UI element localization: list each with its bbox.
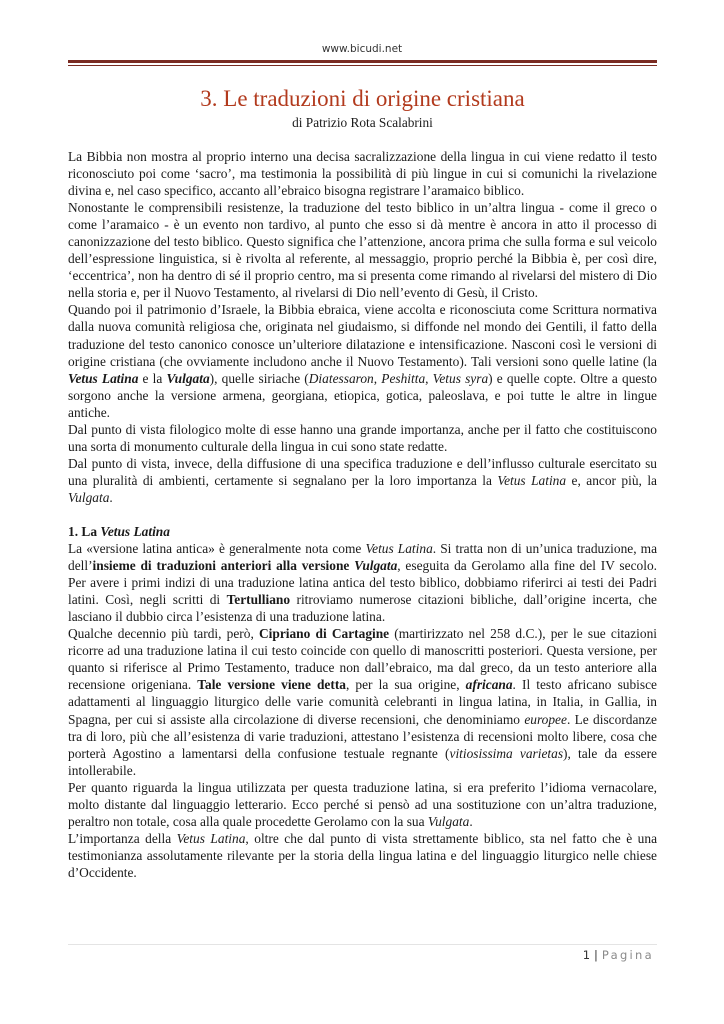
text-run: ), quelle siriache ( xyxy=(209,370,309,386)
paragraph-1: La Bibbia non mostra al proprio interno una decisa sacralizzazione della lingua in cui viene redatto il testo riconosciuto poi come ‘sacro’, ma testimonia la possibilità di più lingue in cui si comunichi la rivelazione divina e, nel caso specifico, accanto all’ebraico bisogna registrare l’aramaico biblico. xyxy=(68,149,657,199)
text-run: Qualche decennio più tardi, però, xyxy=(68,626,259,642)
text-run: . xyxy=(469,813,473,829)
header-rule xyxy=(68,60,657,63)
paragraph-3 xyxy=(68,301,657,420)
text-run: e la xyxy=(138,370,167,386)
text-run: (martirizzato nel 258 d.C.), per le sue citazioni ricorre ad una traduzione latina il cui testo coincide con quello di manoscritti posteriori. Questa versione, per quanto si riferisce al Primo Testamento, traduce non dall’ebraico, ma dal greco, da un testo anteriore alla recensione origeniana. xyxy=(68,626,657,693)
section-heading-term: Vetus Latina xyxy=(100,523,170,539)
paragraph-5 xyxy=(68,455,657,506)
text-run: ) e quelle copte. Oltre a questo sorgono anche la versione armena, georgiana, etiopica, gotica, paleoslava, e poi tutte le altre in lingue antiche. xyxy=(68,370,657,420)
text-run: , oltre che dal punto di vista strettamente biblico, sta nel fatto che è una testimonianza assolutamente rilevante per la storia della lingua latina e del linguaggio liturgico nelle chiese d’Occidente. xyxy=(68,830,658,880)
term-peshitta: Peshitta xyxy=(381,370,426,386)
text-run: . xyxy=(109,489,113,505)
page-number: 1 xyxy=(582,948,591,962)
term-vulgata: Vulgata xyxy=(166,370,210,386)
text-run: e, ancor più, la xyxy=(566,472,658,488)
term-vetus-latina: Vetus Latina xyxy=(68,370,139,386)
section-paragraph-3 xyxy=(68,779,657,830)
footer-rule xyxy=(68,944,657,945)
text-run: . Si tratta non di un’unica traduzione, ma dell’ xyxy=(68,541,658,574)
page-title: 3. Le traduzioni di origine cristiana xyxy=(200,86,525,111)
text-run: . Le discordanze tra di loro, più che all’esistenza di varie traduzioni, attestano l’esistenza di recensioni molto libere, cosa che porterà Agostino a lamentarsi della confusione testuale regnante ( xyxy=(68,711,657,761)
section-heading xyxy=(68,523,657,540)
section-heading-prefix: 1. La xyxy=(68,523,101,539)
term-vetus-latina: Vetus Latina xyxy=(497,472,567,488)
section-paragraph-4 xyxy=(68,830,657,881)
text-run: L’importanza della xyxy=(68,830,177,846)
page-word: Pagina xyxy=(601,948,654,962)
page-footer xyxy=(583,948,654,962)
bold-phrase: Tale versione viene detta xyxy=(197,677,346,693)
term-europee: europee xyxy=(524,711,567,727)
text-run: Dal punto di vista, invece, della diffusione di una specifica traduzione e dell’influsso culturale esercitato su una pluralità di ambienti, certamente si segnalano per la loro importanza la xyxy=(68,455,657,488)
term-vulgata: Vulgata xyxy=(68,489,110,505)
term-vitiosissima-varietas: vitiosissima varietas xyxy=(449,745,564,761)
term-vetus-latina: Vetus Latina xyxy=(365,541,433,557)
text-run: La «versione latina antica» è generalmente nota come xyxy=(68,541,366,557)
name-cipriano: Cipriano di Cartagine xyxy=(258,626,390,642)
section-paragraph-2 xyxy=(68,625,657,778)
name-tertulliano: Tertulliano xyxy=(226,592,291,608)
bold-phrase: insieme di traduzioni anteriori alla versione xyxy=(92,558,355,574)
author-byline: di Patrizio Rota Scalabrini xyxy=(292,115,433,130)
text-run: Per quanto riguarda la lingua utilizzata per questa traduzione latina, si era preferito l’idioma vernacolare, molto distante dal linguaggio letterario. Ecco perché si pensò ad una sostituzione con un’altra traduzione, peraltro non totale, cosa alla quale procedette Gerolamo con la sua xyxy=(68,779,657,829)
section-paragraph-1 xyxy=(68,540,657,625)
text-run: , xyxy=(425,370,433,386)
text-run: , xyxy=(373,370,382,386)
term-vulgata: Vulgata xyxy=(427,813,470,829)
text-run: . Il testo africano subisce adattamenti al linguaggio liturgico delle varie comunità celebranti in lingua latina, in Italia, in Gallia, in Spagna, per cui si assiste alla circolazione di diverse recensioni, che denominiamo xyxy=(68,677,657,727)
term-africana: africana xyxy=(465,677,513,693)
text-run: , per la sua origine, xyxy=(345,677,466,693)
paragraph-2: Nonostante le comprensibili resistenze, la traduzione del testo biblico in un’altra lingua - come il greco o come l’aramaico - è un evento non tardivo, al punto che esso si dà mentre è ancora in atto il processo di canonizzazione del testo biblico. Questo significa che l’attenzione, ancora prima che sulla forma e sul veicolo dell’espressione linguistica, si è rivolta al referente, al messaggio, proprio perché la Bibbia è, per così dire, ‘eccentrica’, non ha dentro di sé il proprio centro, ma si presenta come rimando al rivelarsi del mistero di Dio nella storia e, per il Nuovo Testamento, al rivelarsi di Dio nell’evento di Gesù, il Cristo. xyxy=(68,200,657,301)
text-run: ), tale da essere intollerabile. xyxy=(68,745,658,778)
header-rule-thin xyxy=(68,65,657,66)
document-body xyxy=(68,148,657,881)
term-vulgata: Vulgata xyxy=(354,558,398,574)
term-vetus-latina: Vetus Latina xyxy=(176,830,246,846)
text-run: ritroviamo numerose citazioni bibliche, dall’origine incerta, che lasciano il dubbio circa l’esistenza di una traduzione latina. xyxy=(68,592,657,625)
text-run: Quando poi il patrimonio d’Israele, la Bibbia ebraica, viene accolta e riconosciuta come Scrittura normativa dalla nuova comunità religiosa che, originata nel giudaismo, si diffonde nel mondo dei Gentili, il fatto della traduzione del testo canonico conosce un’ulteriore dilatazione e intensificazione. Nasconi così le versioni di origine cristiana (che ovviamente includono anche il Nuovo Testamento). Tali versioni sono quelle latine (la xyxy=(68,302,657,369)
footer-separator: | xyxy=(594,948,598,962)
header-url[interactable]: www.bicudi.net xyxy=(321,43,403,55)
text-run: , eseguita da Gerolamo alla fine del IV secolo. Per avere i primi indizi di una traduzione latina antica del testo biblico, dobbiamo riferirci ai testi dei Padri latini. Così, negli scritti di xyxy=(68,558,657,608)
term-vetus-syra: Vetus syra xyxy=(432,370,489,386)
paragraph-4: Dal punto di vista filologico molte di esse hanno una grande importanza, anche per il fatto che costituiscono una sorta di monumento culturale della lingua in cui sono state redatte. xyxy=(68,421,657,454)
term-diatessaron: Diatessaron xyxy=(308,370,374,386)
